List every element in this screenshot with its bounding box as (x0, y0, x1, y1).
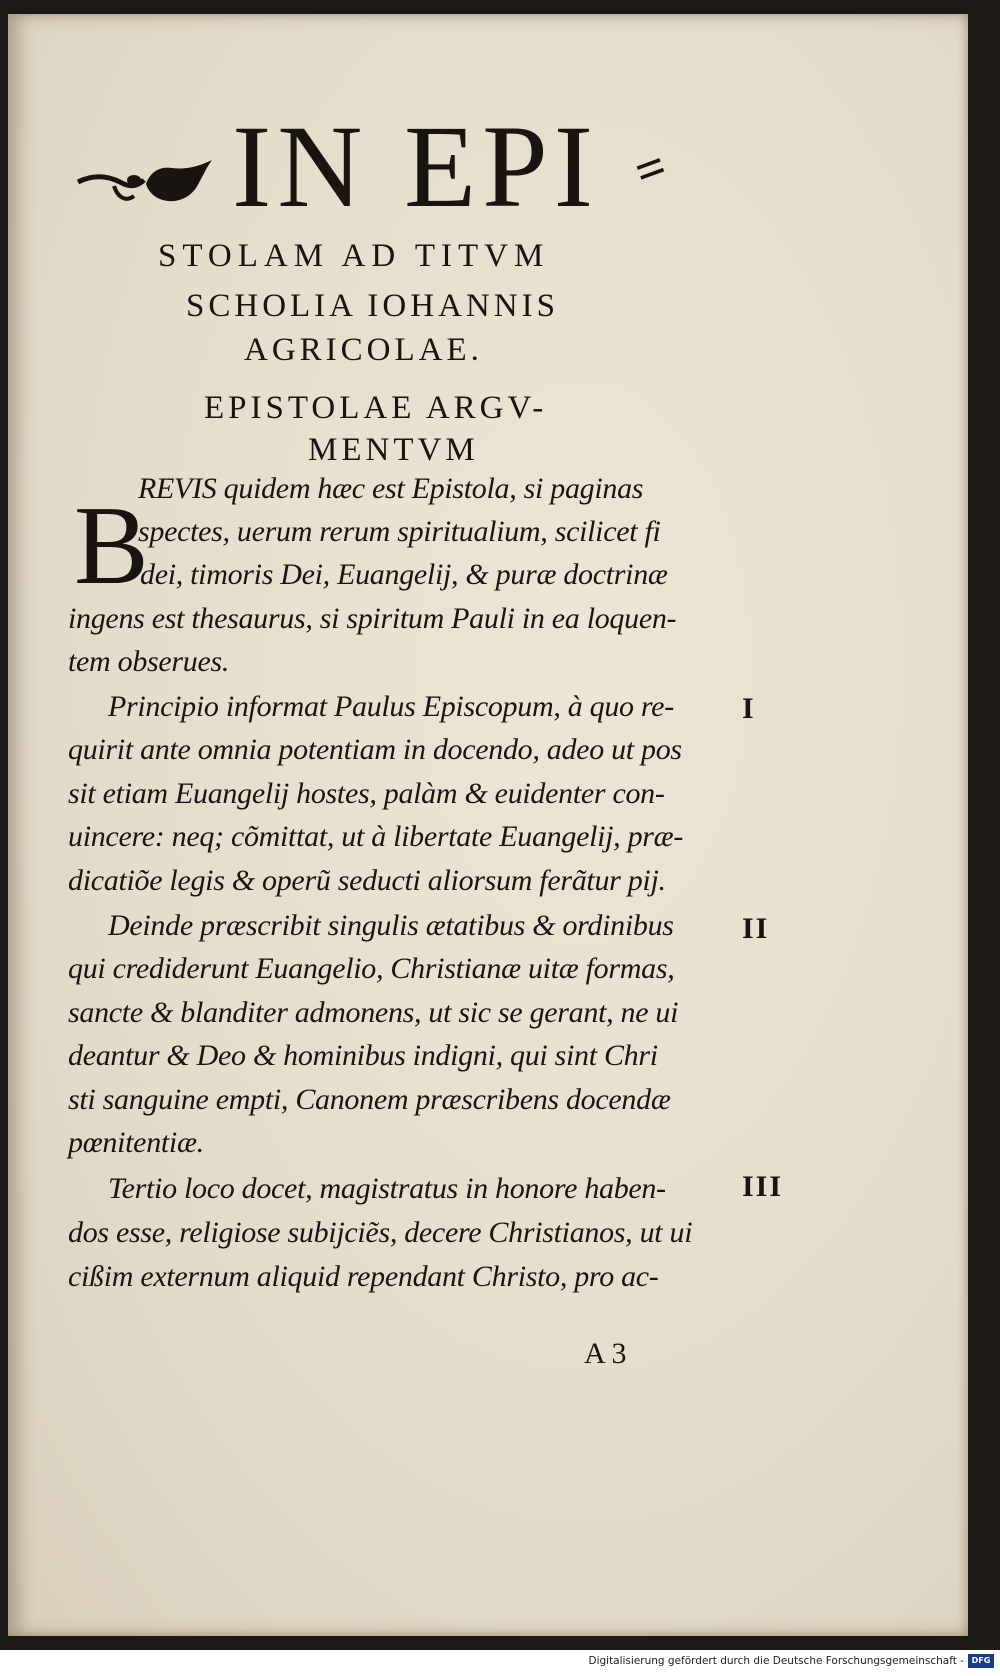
margin-marker-3: III (742, 1170, 784, 1203)
text-line: deantur & Deo & hominibus indigni, qui sint Chri (68, 1039, 658, 1072)
section-heading-line-1: EPISTOLAE ARGV- (204, 390, 548, 426)
text-line: cißim externum aliquid rependant Christo, pro ac- (68, 1260, 659, 1293)
title-line-3: AGRICOLAE. (244, 332, 483, 368)
text-line: uincere: neq; cõmittat, ut à libertate Euangelij, præ- (68, 820, 684, 853)
title-line-1: STOLAM AD TITVM (158, 238, 550, 274)
text-line: REVIS quidem hæc est Epistola, si paginas (138, 472, 644, 505)
title-large: IN EPI (232, 101, 600, 232)
text-line: sancte & blanditer admonens, ut sic se gerant, ne ui (68, 996, 679, 1029)
drop-cap: B (74, 484, 149, 608)
text-line: dei, timoris Dei, Euangelij, & puræ doctrinæ (140, 558, 668, 591)
funding-credit: Digitalisierung gefördert durch die Deutsche Forschungsgemeinschaft - (588, 1655, 964, 1667)
printer-ornament-fleuron (74, 152, 214, 212)
margin-marker-1: I (742, 692, 756, 725)
text-line: qui crediderunt Euangelio, Christianæ uitæ formas, (68, 952, 675, 985)
text-line: spectes, uerum rerum spiritualium, scilicet fi (138, 515, 661, 548)
title-line-2: SCHOLIA IOHANNIS (186, 288, 559, 324)
text-line: Principio informat Paulus Episcopum, à quo re- (108, 690, 674, 723)
dfg-logo: DFG (968, 1654, 994, 1668)
text-line: sit etiam Euangelij hostes, palàm & euidenter con- (68, 777, 665, 810)
text-line: Tertio loco docet, magistratus in honore haben- (108, 1172, 666, 1205)
margin-marker-2: II (742, 912, 770, 945)
text-line: quirit ante omnia potentiam in docendo, adeo ut pos (68, 733, 682, 766)
text-line: pœnitentiæ. (68, 1126, 204, 1159)
signature-mark: A 3 (584, 1337, 627, 1370)
text-line: tem obserues. (68, 645, 230, 678)
title-hyphen-mark: = (627, 137, 675, 202)
text-line: dicatiõe legis & operũ seducti aliorsum ferãtur pij. (68, 864, 666, 897)
text-line: sti sanguine empti, Canonem præscribens docendæ (68, 1083, 671, 1116)
text-line: Deinde præscribit singulis ætatibus & ordinibus (108, 909, 674, 942)
section-heading-line-2: MENTVM (308, 432, 479, 468)
book-page (8, 14, 968, 1636)
text-line: dos esse, religiose subijciẽs, decere Christianos, ut ui (68, 1216, 693, 1249)
text-line: ingens est thesaurus, si spiritum Pauli in ea loquen- (68, 602, 677, 635)
